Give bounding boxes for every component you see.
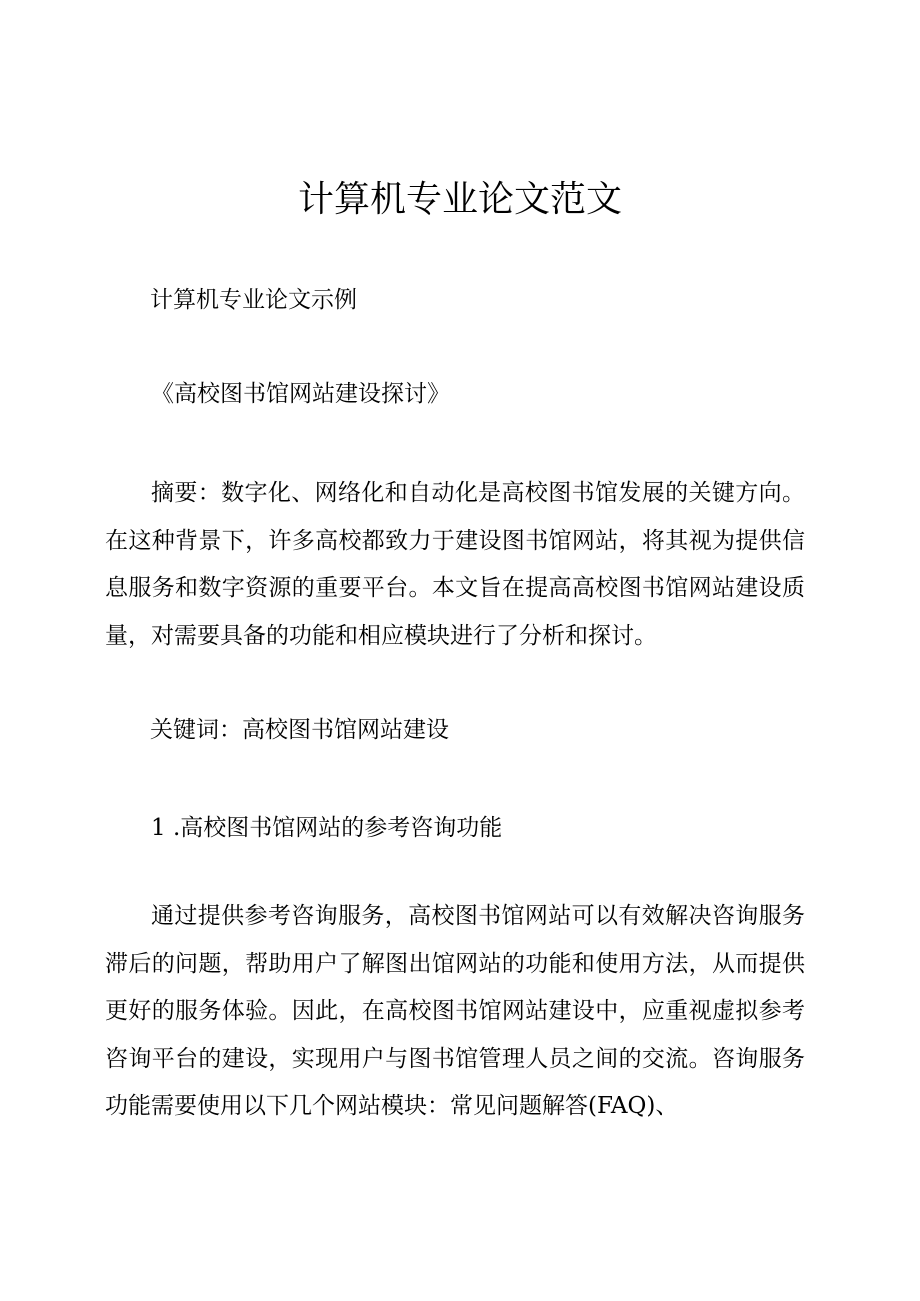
keywords-line: 关键词：高校图书馆网站建设 — [150, 717, 449, 743]
document-title: 计算机专业论文范文 — [297, 179, 622, 220]
paper-title: 《高校图书馆网站建设探讨》 — [151, 381, 450, 407]
document-subtitle: 计算机专业论文示例 — [150, 287, 357, 313]
abstract-paragraph: 摘要：数字化、网络化和自动化是高校图书馆发展的关键方向。在这种背景下，许多高校都致力于建设图书馆网站，将其视为提供信息服务和数字资源的重要平台。本文旨在提高高校图书馆网站建设质量，对需要具备的功能和相应模块进行了分析和探讨。 — [105, 480, 805, 649]
section-body-paragraph: 通过提供参考咨询服务，高校图书馆网站可以有效解决咨询服务滞后的问题，帮助用户了解图出馆网站的功能和使用方法，从而提供更好的服务体验。因此，在高校图书馆网站建设中，应重视虚拟参考咨询平台的建设，实现用户与图书馆管理人员之间的交流。咨询服务功能需要使用以下几个网站模块：常见问题解答(FAQ)、 — [105, 903, 805, 1119]
section-heading: 1 .高校图书馆网站的参考咨询功能 — [151, 815, 503, 841]
